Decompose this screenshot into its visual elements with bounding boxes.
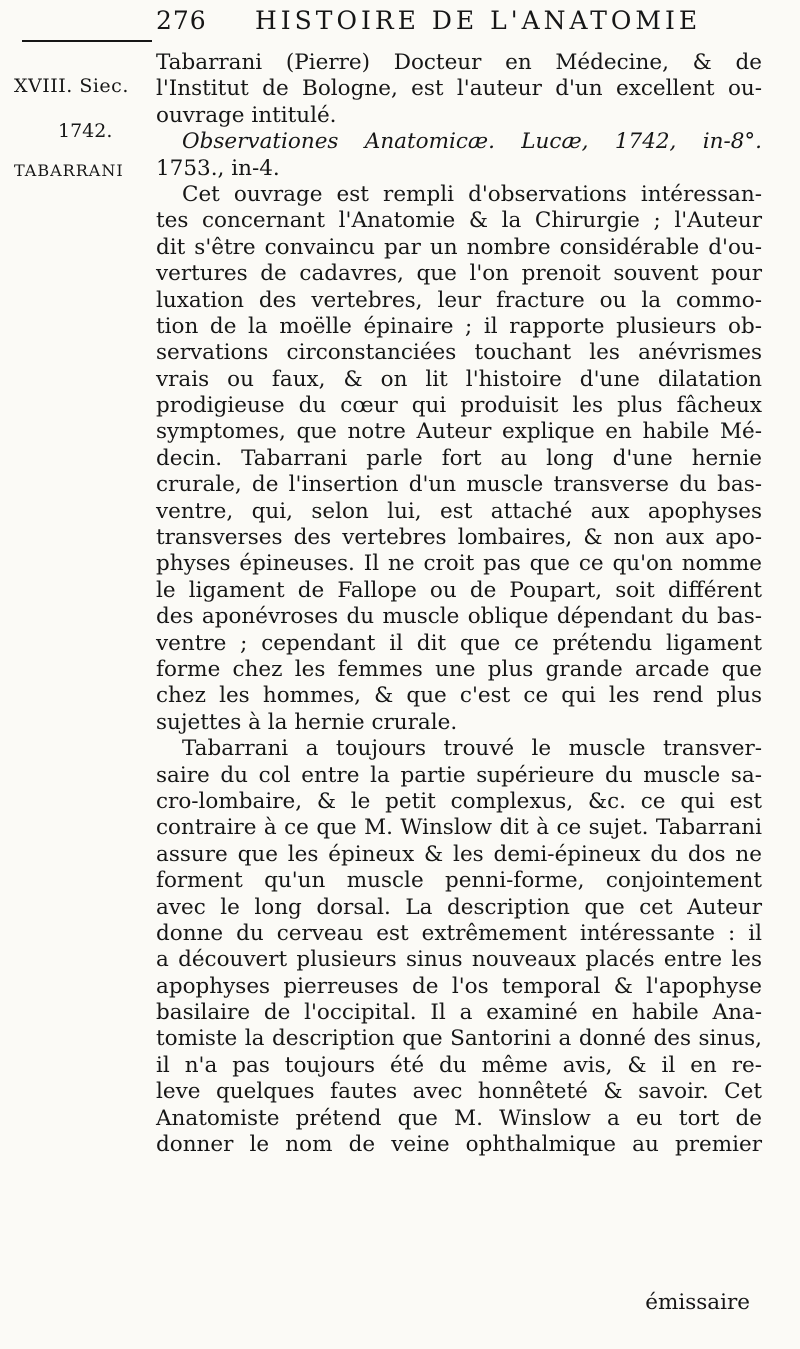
margin-note-century: XVIII. Siec.: [14, 75, 129, 97]
text-line: forment qu'un muscle penni-forme, conjointement: [156, 868, 762, 894]
page-header: [150, 6, 770, 40]
text-line: il n'a pas toujours été du même avis, & il en re-: [156, 1052, 762, 1078]
text-line: servations circonstanciées touchant les anévrismes: [156, 340, 762, 366]
text-line: dit s'être convaincu par un nombre considérable d'ou-: [156, 234, 762, 260]
text-line: a découvert plusieurs sinus nouveaux placés entre les: [156, 947, 762, 973]
text-line: Anatomiste prétend que M. Winslow a eu tort de: [156, 1105, 762, 1131]
text-line: Tabarrani (Pierre) Docteur en Médecine, & de: [156, 50, 762, 75]
text-line: donne du cerveau est extrêmement intéressante : il: [156, 920, 762, 946]
text-line: des aponévroses du muscle oblique dépendant du bas-: [156, 604, 762, 630]
text-line: chez les hommes, & que c'est ce qui les rend plus: [156, 683, 762, 709]
text-line: 1753., in-4.: [156, 155, 280, 181]
text-line: leve quelques fautes avec honnêteté & savoir. Cet: [156, 1079, 762, 1105]
text-line: physes épineuses. Il ne croit pas que ce qu'on nomme: [156, 551, 762, 577]
text-line: le ligament de Fallope ou de Poupart, soit différent: [156, 577, 762, 603]
running-head: HISTOIRE DE L'ANATOMIE: [255, 6, 702, 35]
text-line: prodigieuse du cœur qui produisit les plus fâcheux: [156, 393, 762, 419]
text-line: saire du col entre la partie supérieure du muscle sa-: [156, 762, 762, 788]
header-rule: [22, 40, 152, 42]
book-title-line: Observationes Anatomicæ. Lucæ, 1742, in-8°.: [182, 129, 762, 155]
body-text: [156, 50, 762, 1158]
page-number: 276: [156, 6, 207, 35]
text-line: donner le nom de veine ophthalmique au premier: [156, 1132, 762, 1158]
text-line: tion de la moëlle épinaire ; il rapporte plusieurs ob-: [156, 313, 762, 339]
text-line: tomiste la description que Santorini a donné des sinus,: [156, 1026, 762, 1052]
text-line: forme chez les femmes une plus grande arcade que: [156, 656, 762, 682]
margin-note-author: TABARRANI: [14, 161, 124, 180]
text-line: apophyses pierreuses de l'os temporal & l'apophyse: [156, 973, 762, 999]
text-line: luxation des vertebres, leur fracture ou la commo-: [156, 287, 762, 313]
text-line: crurale, de l'insertion d'un muscle transverse du bas-: [156, 472, 762, 498]
text-line: Cet ouvrage est rempli d'observations intéressan-: [182, 181, 762, 207]
text-line: decin. Tabarrani parle fort au long d'une hernie: [156, 445, 762, 471]
text-line: ouvrage intitulé.: [156, 102, 337, 128]
text-line: sujettes à la hernie crurale.: [156, 709, 458, 735]
text-line: vrais ou faux, & on lit l'histoire d'une dilatation: [156, 366, 762, 392]
text-line: cro-lombaire, & le petit complexus, &c. ce qui est: [156, 788, 762, 814]
text-line: contraire à ce que M. Winslow dit à ce sujet. Tabarrani: [156, 815, 762, 841]
text-line: symptomes, que notre Auteur explique en habile Mé-: [156, 419, 762, 445]
catchword: émissaire: [645, 1290, 750, 1315]
text-line: tes concernant l'Anatomie & la Chirurgie ; l'Auteur: [156, 208, 762, 234]
text-line: assure que les épineux & les demi-épineux du dos ne: [156, 841, 762, 867]
margin-note-year: 1742.: [58, 120, 113, 142]
text-line: vertures de cadavres, que l'on prenoit souvent pour: [156, 261, 762, 287]
text-line: transverses des vertebres lombaires, & non aux apo-: [156, 525, 762, 551]
text-line: avec le long dorsal. La description que cet Auteur: [156, 894, 762, 920]
text-line: ventre ; cependant il dit que ce prétendu ligament: [156, 630, 762, 656]
text-line: ventre, qui, selon lui, est attaché aux apophyses: [156, 498, 762, 524]
text-line: Tabarrani a toujours trouvé le muscle transver-: [182, 736, 762, 762]
text-line: l'Institut de Bologne, est l'auteur d'un excellent ou-: [156, 76, 762, 102]
text-line: basilaire de l'occipital. Il a examiné en habile Ana-: [156, 1000, 762, 1026]
